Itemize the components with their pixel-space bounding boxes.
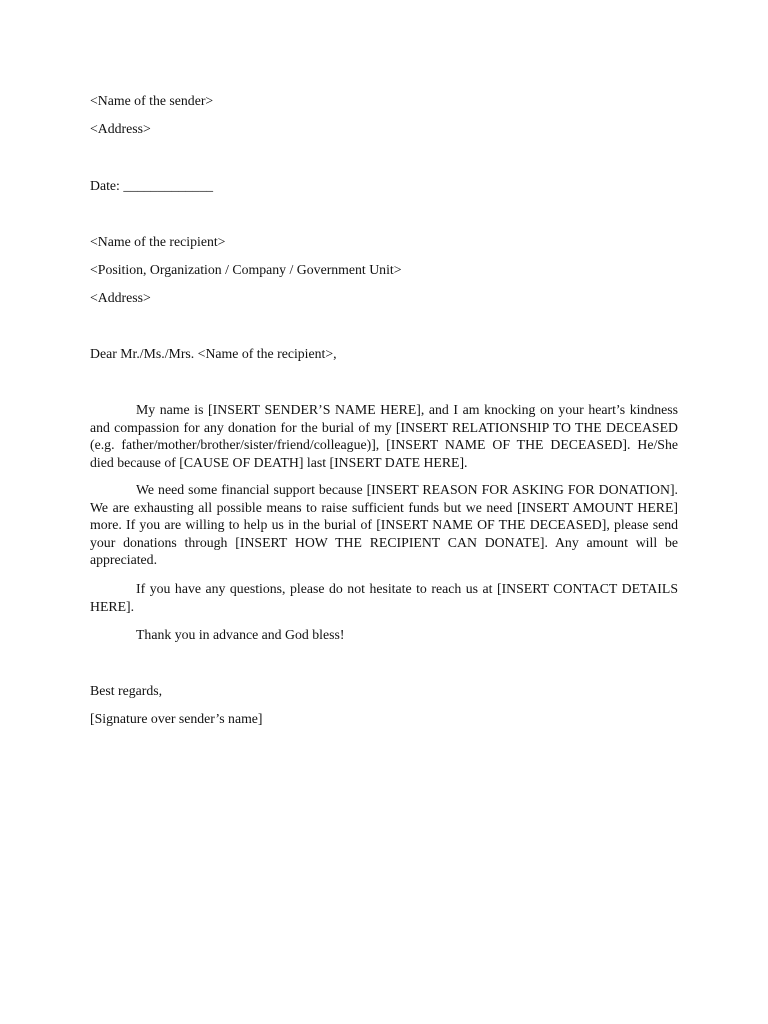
body-paragraph-2: We need some financial support because [INSERT REASON FOR ASKING FOR DONATION]. We are exhausting all possible means to raise sufficient funds but we need [INSERT AMOUNT HERE] more. If you are willing to help us in the burial of [INSERT NAME OF THE DECEASED], please send your donations through [INSERT HOW THE RECIPIENT CAN DONATE]. Any amount will be appreciated. [90, 482, 678, 568]
recipient-name: <Name of the recipient> [90, 234, 226, 249]
body-paragraph-3: If you have any questions, please do not hesitate to reach us at [INSERT CONTACT DETAILS HERE]. [90, 581, 678, 614]
recipient-address: <Address> [90, 290, 151, 305]
salutation: Dear Mr./Ms./Mrs. <Name of the recipient>, [90, 346, 337, 361]
closing: Best regards, [90, 683, 163, 698]
signature-line: [Signature over sender’s name] [90, 711, 263, 726]
body-paragraph-1: My name is [INSERT SENDER’S NAME HERE], and I am knocking on your heart’s kindness and compassion for any donation for the burial of my [INSERT RELATIONSHIP TO THE DECEASED (e.g. father/mother/brother/sister/friend/colleague)], [INSERT NAME OF THE DECEASED]. He/She died because of [CAUSE OF DEATH] last [INSERT DATE HERE]. [90, 402, 678, 470]
date-line: Date: _____________ [90, 178, 214, 193]
body-paragraph-4: Thank you in advance and God bless! [136, 627, 345, 642]
sender-address: <Address> [90, 121, 151, 136]
sender-name: <Name of the sender> [90, 93, 214, 108]
recipient-position: <Position, Organization / Company / Government Unit> [90, 262, 402, 277]
